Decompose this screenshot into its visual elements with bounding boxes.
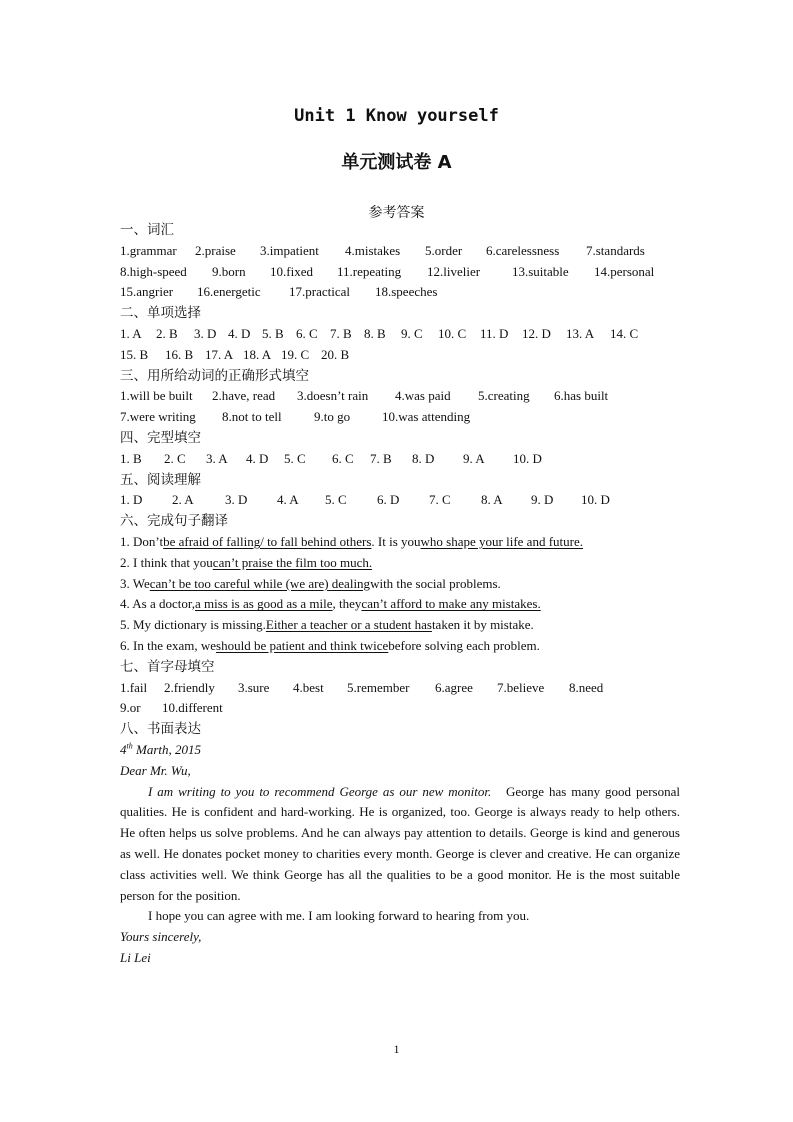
answer-item: 10. D (581, 492, 610, 508)
answer-item: 9. C (401, 325, 423, 341)
answer-item: 7.standards (586, 242, 645, 258)
section-heading-multiple-choice: 二、单项选择 (120, 305, 201, 322)
letter-paragraph: I hope you can agree with me. I am looking forward to hearing from you. (148, 908, 530, 924)
page-title: Unit 1 Know yourself (294, 106, 499, 126)
letter-opening-sentence: I am writing to you to recommend George as our new monitor. (148, 783, 492, 799)
answer-item: 16. B (165, 346, 194, 362)
answer-item: 3.doesn’t rain (297, 388, 369, 404)
section-heading-verb-forms: 三、用所给动词的正确形式填空 (120, 367, 309, 384)
answer-item: 1. B (120, 450, 142, 466)
sentence-text: with the social problems. (370, 575, 501, 591)
answer-item: 6.carelessness (486, 242, 560, 258)
answer-item: 9. D (531, 492, 554, 508)
answer-item: 13.suitable (512, 263, 569, 279)
answer-body (120, 220, 684, 969)
answer-row (120, 386, 680, 407)
answer-item: 3. D (194, 325, 217, 341)
answer-item: 2. C (164, 450, 186, 466)
answer-item: 16.energetic (197, 284, 261, 300)
answer-item: 10. D (513, 450, 542, 466)
answer-item: 2.have, read (212, 388, 276, 404)
answer-item: 2. A (172, 492, 194, 508)
answer-item: 3. A (206, 450, 228, 466)
letter-date (120, 740, 680, 761)
sentence-answer: can’t be too careful while (we are) dealing (149, 575, 371, 591)
date-rest: Marth, 2015 (132, 741, 201, 757)
section-heading-reading: 五、阅读理解 (120, 471, 201, 488)
sentence-answer: who shape your life and future. (420, 533, 583, 549)
sentence-text: 4. As a doctor, (120, 596, 195, 612)
answer-item: 12.livelier (427, 263, 481, 279)
answer-item: 8.high-speed (120, 263, 187, 279)
answer-item: 11. D (480, 325, 509, 341)
answer-row (120, 678, 680, 699)
answer-item: 4.best (293, 679, 324, 695)
answer-row (120, 490, 680, 511)
answer-item: 1.grammar (120, 242, 177, 258)
answer-item: 6. D (377, 492, 400, 508)
sentence-answer: can’t praise the film too much. (212, 554, 373, 570)
answer-item: 8. A (481, 492, 503, 508)
answer-item: 15. B (120, 346, 149, 362)
answer-row (120, 241, 680, 262)
answer-item: 6.has built (554, 388, 609, 404)
answer-item: 1. D (120, 492, 143, 508)
section-heading-vocabulary: 一、词汇 (120, 222, 174, 238)
sentence-answer: should be patient and think twice (216, 637, 389, 653)
letter-closing: Yours sincerely, (120, 929, 202, 945)
sentence-line (120, 615, 680, 636)
sentence-line (120, 574, 680, 595)
answer-item: 2. B (156, 325, 178, 341)
sentence-answer: Either a teacher or a student has (265, 617, 432, 633)
sentence-answer: be afraid of falling/ to fall behind others (163, 533, 372, 549)
sentence-text: taken it by mistake. (431, 617, 534, 633)
answer-item: 17. A (205, 346, 234, 362)
answer-item: 7. B (370, 450, 392, 466)
sentence-text: 1. Don’t (120, 533, 164, 549)
answer-item: 4. D (228, 325, 251, 341)
answer-item: 3.sure (238, 679, 270, 695)
sentence-line (120, 594, 680, 615)
date-suffix: th (126, 741, 133, 751)
answer-row (120, 449, 680, 470)
sentence-text: 6. In the exam, we (120, 637, 217, 653)
answer-item: 5. B (262, 325, 284, 341)
answer-item: 7. C (429, 492, 451, 508)
sentence-text: 3. We (120, 575, 150, 591)
answer-item: 4. D (246, 450, 269, 466)
answer-item: 4.mistakes (345, 242, 401, 258)
answer-item: 5. C (325, 492, 347, 508)
answer-item: 18. A (243, 346, 272, 362)
answer-item: 5.creating (478, 388, 530, 404)
answer-item: 10.different (162, 700, 223, 716)
answer-row (120, 262, 680, 283)
answer-item: 18.speeches (375, 284, 438, 300)
answer-item: 9.born (212, 263, 246, 279)
section-heading-writing: 八、书面表达 (120, 721, 201, 738)
letter-paragraph (120, 782, 684, 907)
answer-row (120, 407, 680, 428)
answer-item: 14. C (610, 325, 639, 341)
answer-row (120, 345, 680, 366)
answer-item: 5.order (425, 242, 463, 258)
sentence-line (120, 532, 680, 553)
answer-item: 7. B (330, 325, 352, 341)
answer-item: 4.was paid (395, 388, 451, 404)
answer-item: 1.fail (120, 679, 148, 695)
section-heading-cloze: 四、完型填空 (120, 429, 201, 446)
answer-item: 7.believe (497, 679, 545, 695)
sentence-line (120, 553, 680, 574)
answer-item: 4. A (277, 492, 299, 508)
answer-item: 6.agree (435, 679, 473, 695)
answer-item: 7.were writing (120, 409, 196, 425)
sentence-answer: can’t afford to make any mistakes. (361, 596, 541, 612)
sentence-text: 2. I think that you (120, 554, 213, 570)
answer-item: 8.not to tell (222, 409, 282, 425)
answer-item: 10.fixed (270, 263, 313, 279)
answer-item: 11.repeating (337, 263, 402, 279)
letter-body-text: George has many good personal qualities. He is confident and hard-working. He is organized, too. George is always ready to help others. He often helps us solve problems. And he can always pay attention to details. George is kind and generous as well. He donates pocket money to charities every month. George is clever and creative. He can organize class activities well. We think George has all the qualities to be a good monitor. He is the most suitable person for the position. (120, 783, 684, 903)
answer-item: 17.practical (289, 284, 350, 300)
answer-item: 9.to go (314, 409, 351, 425)
sentence-text: . It is you (371, 533, 421, 549)
answer-item: 12. D (522, 325, 551, 341)
answer-item: 15.angrier (120, 284, 174, 300)
answer-item: 9. A (463, 450, 485, 466)
answer-item: 6. C (332, 450, 354, 466)
answer-row (120, 324, 680, 345)
page-subtitle: 单元测试卷 A (341, 152, 452, 173)
answer-key-label: 参考答案 (368, 205, 425, 221)
answer-item: 2.friendly (164, 679, 215, 695)
letter-signature: Li Lei (120, 949, 151, 965)
answer-item: 13. A (566, 325, 595, 341)
section-heading-initial-letter: 七、首字母填空 (120, 658, 215, 675)
answer-item: 19. C (281, 346, 310, 362)
answer-item: 1.will be built (120, 388, 193, 404)
answer-item: 10. C (438, 325, 467, 341)
answer-item: 3. D (225, 492, 248, 508)
answer-item: 1. A (120, 325, 142, 341)
date-day: 4 (120, 741, 127, 757)
sentence-text: , they (332, 596, 362, 612)
page-number: 1 (393, 1042, 400, 1056)
answer-item: 6. C (296, 325, 318, 341)
answer-item: 8. D (412, 450, 435, 466)
answer-item: 3.impatient (260, 242, 319, 258)
answer-row (120, 698, 680, 719)
answer-item: 2.praise (195, 242, 236, 258)
answer-item: 14.personal (594, 263, 655, 279)
sentence-line (120, 636, 680, 657)
answer-item: 20. B (321, 346, 350, 362)
answer-item: 8.need (569, 679, 604, 695)
section-heading-translation: 六、完成句子翻译 (120, 513, 228, 530)
sentence-text: before solving each problem. (388, 637, 540, 653)
answer-item: 8. B (364, 325, 386, 341)
answer-item: 5.remember (347, 679, 410, 695)
answer-row (120, 282, 680, 303)
answer-item: 5. C (284, 450, 306, 466)
sentence-text: 5. My dictionary is missing. (120, 617, 266, 633)
answer-item: 9.or (120, 700, 141, 716)
answer-item: 10.was attending (382, 409, 471, 425)
sentence-answer: a miss is as good as a mile (194, 596, 333, 612)
letter-salutation: Dear Mr. Wu, (120, 762, 191, 778)
